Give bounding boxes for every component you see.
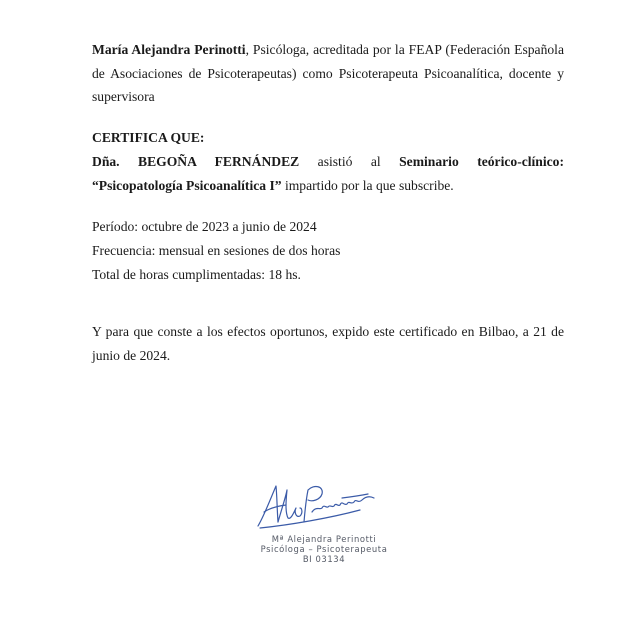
frequency-line: Frecuencia: mensual en sesiones de dos horas [92,243,341,258]
signature-block [246,478,402,568]
hours-line: Total de horas cumplimentadas: 18 hs. [92,267,301,282]
signature-title: Psicóloga – Psicoterapeuta [260,544,388,554]
signature-license: BI 03134 [302,554,346,564]
attended-text: asistió al [299,154,400,169]
issuer-name: María Alejandra Perinotti [92,42,246,57]
signature-name: Mª Alejandra Perinotti [271,534,377,544]
closing-paragraph: Y para que conste a los efectos oportunos, expido este certificado en Bilbao, a 21 de junio de 2024. [92,324,564,363]
certify-paragraph [92,150,564,197]
signature-strokes [258,486,374,528]
taught-by-text: impartido por la que subscribe. [281,177,454,193]
handwritten-signature [250,478,380,534]
certify-heading: CERTIFICA QUE: [92,130,205,145]
issuer-description: , Psicóloga, acreditada por la FEAP (Federación Española de Asociaciones de Psicoterapeutas) como Psicoterapeuta Psicoanalítica, docente y supervisora [92,42,564,104]
recipient-name: Dña. BEGOÑA FERNÁNDEZ [92,154,300,169]
seminar-title: Seminario teórico-clínico: “Psicopatología Psicoanalítica I” [92,154,564,193]
period-line: Período: octubre de 2023 a junio de 2024 [92,219,317,234]
intro-paragraph [92,38,564,109]
